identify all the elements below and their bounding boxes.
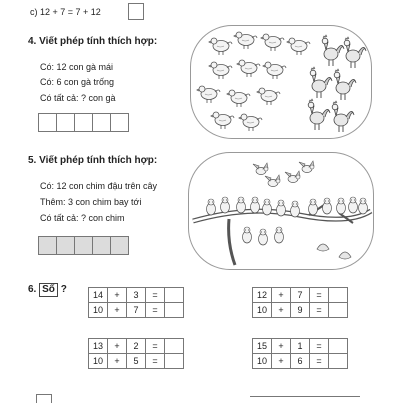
birds-drawing (189, 153, 373, 269)
answer-box[interactable] (38, 236, 57, 255)
exercise-5-line-3: Có tất cả: ? con chim (40, 213, 125, 223)
cell: = (310, 354, 329, 369)
cell: 2 (127, 339, 146, 354)
hen-icon (237, 60, 260, 77)
answer-box[interactable] (92, 113, 111, 132)
cell: 5 (127, 354, 146, 369)
answer-cell[interactable] (165, 288, 184, 303)
perched-bird-icon (263, 199, 272, 215)
hen-icon (209, 38, 232, 55)
perched-bird-icon (337, 198, 346, 214)
cell: + (272, 288, 291, 303)
hen-icon (197, 86, 220, 103)
perched-bird-icon (277, 200, 286, 216)
cell: = (146, 339, 165, 354)
rooster-icon (344, 37, 366, 68)
exercise-5-line-1: Có: 12 con chim đậu trên cây (40, 181, 158, 191)
birds-on-branch-illustration (188, 152, 374, 270)
cell: = (146, 303, 165, 318)
perched-bird-icon (207, 199, 216, 215)
cell: + (108, 288, 127, 303)
answer-box[interactable] (110, 236, 129, 255)
cell: + (272, 303, 291, 318)
perched-bird-icon (323, 198, 332, 214)
hen-icon (287, 38, 310, 55)
perched-bird-icon (349, 197, 358, 213)
question-mark: ? (60, 284, 67, 295)
hen-icon (211, 112, 234, 129)
table-row (253, 303, 348, 318)
cell: 1 (291, 339, 310, 354)
answer-box[interactable] (38, 113, 57, 132)
flying-bird-icon (253, 163, 268, 175)
cell: 3 (127, 288, 146, 303)
cell: = (310, 303, 329, 318)
exercise-4-line-1: Có: 12 con gà mái (40, 62, 114, 72)
addition-table-2 (252, 287, 348, 318)
answer-box[interactable] (74, 236, 93, 255)
answer-box[interactable] (92, 236, 111, 255)
answer-cell[interactable] (165, 339, 184, 354)
cell: 6 (291, 354, 310, 369)
addition-table-1 (88, 287, 184, 318)
equation-c: c) 12 + 7 = 7 + 12 (30, 7, 101, 17)
cell: 13 (89, 339, 108, 354)
cell: + (108, 354, 127, 369)
cell: = (146, 354, 165, 369)
exercise-4-line-2: Có: 6 con gà trống (40, 77, 115, 87)
exercise-5-title: 5. Viết phép tính thích hợp: (28, 155, 158, 166)
hen-icon (239, 114, 262, 131)
cell: 15 (253, 339, 272, 354)
answer-cell[interactable] (329, 288, 348, 303)
answer-box[interactable] (56, 113, 75, 132)
cell: + (272, 339, 291, 354)
cell: 10 (253, 354, 272, 369)
table-row (89, 303, 184, 318)
answer-box[interactable] (74, 113, 93, 132)
exercise-6-heading (28, 283, 67, 297)
hen-icon (234, 32, 257, 49)
cell: + (108, 339, 127, 354)
rooster-icon (310, 67, 332, 98)
cell: 14 (89, 288, 108, 303)
cell: = (310, 339, 329, 354)
perched-bird-icon (221, 197, 230, 213)
flying-bird-icon (285, 171, 300, 183)
perched-bird-icon (251, 197, 260, 213)
exercise-4-answer-row (38, 113, 128, 132)
hen-icon (227, 90, 250, 107)
answer-box[interactable] (56, 236, 75, 255)
cell: 9 (291, 303, 310, 318)
table-row (253, 288, 348, 303)
perched-bird-icon (291, 201, 300, 217)
rooster-icon (308, 99, 330, 130)
exercise-6-number: 6. (28, 284, 37, 295)
perched-bird-icon (237, 197, 246, 213)
rooster-icon (322, 35, 344, 66)
answer-box[interactable] (110, 113, 129, 132)
exercise-4-line-3: Có tất cả: ? con gà (40, 93, 116, 103)
hen-icon (261, 34, 284, 51)
hen-icon (263, 62, 286, 79)
cell: 10 (253, 303, 272, 318)
answer-cell[interactable] (329, 339, 348, 354)
answer-cell[interactable] (329, 354, 348, 369)
cell: 10 (89, 354, 108, 369)
hen-icon (209, 62, 232, 79)
perched-bird-icon (275, 227, 284, 243)
table-row (89, 354, 184, 369)
next-exercise-box (36, 394, 52, 403)
cell: = (310, 288, 329, 303)
exercise-5-answer-row (38, 236, 128, 255)
cell: 7 (127, 303, 146, 318)
addition-table-4 (252, 338, 348, 369)
table-row (253, 354, 348, 369)
cell: 7 (291, 288, 310, 303)
comparison-answer-box[interactable] (128, 3, 144, 20)
hens-and-roosters-illustration (190, 25, 372, 139)
rooster-icon (332, 101, 354, 132)
cell: + (272, 354, 291, 369)
answer-cell[interactable] (165, 303, 184, 318)
answer-cell[interactable] (329, 303, 348, 318)
perched-bird-icon (259, 229, 268, 245)
exercise-4-title: 4. Viết phép tính thích hợp: (28, 36, 158, 47)
perched-bird-icon (359, 198, 368, 214)
perched-bird-icon (309, 199, 318, 215)
answer-cell[interactable] (165, 354, 184, 369)
table-row (253, 339, 348, 354)
addition-table-3 (88, 338, 184, 369)
exercise-5-line-2: Thêm: 3 con chim bay tới (40, 197, 142, 207)
chicken-drawing (191, 26, 371, 138)
flying-bird-icon (299, 161, 314, 173)
cell: + (108, 303, 127, 318)
flying-bird-icon (265, 175, 280, 187)
cell: 10 (89, 303, 108, 318)
cell: 12 (253, 288, 272, 303)
table-row (89, 288, 184, 303)
perched-bird-icon (243, 227, 252, 243)
so-badge: Số (39, 283, 58, 297)
rooster-icon (334, 69, 356, 100)
cell: = (146, 288, 165, 303)
table-row (89, 339, 184, 354)
hen-icon (257, 88, 280, 105)
